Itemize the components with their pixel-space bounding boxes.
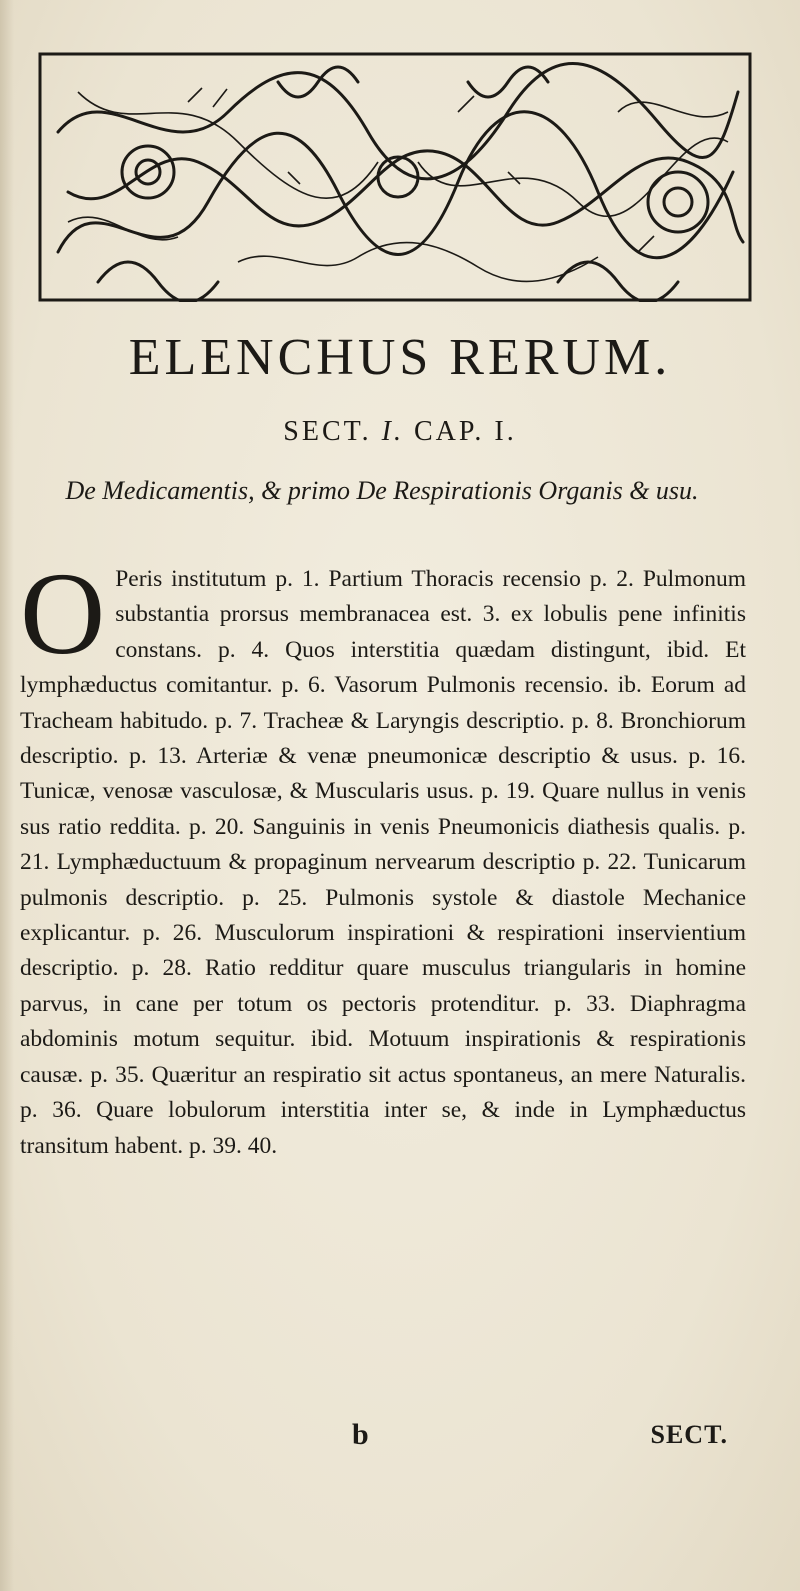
ornamental-headpiece [38,52,752,302]
section-heading [0,416,800,448]
body-text [20,548,746,1164]
signature-mark: b [352,1418,369,1451]
body-paragraph: Peris institutum p. 1. Partium Thoracis recensio p. 2. Pulmonum substantia prorsus membranacea est. 3. ex lobulis pene infinitis constans. p. 4. Quos interstitia quædam distingunt, ibid. Et lymphæductus comitantur. p. 6. Vasorum Pulmonis recensio. ib. Eorum ad Tracheam habitudo. p. 7. Tracheæ & Laryngis descriptio. p. 8. Bronchiorum descriptio. p. 13. Arteriæ & venæ pneumonicæ descriptio & usus. p. 16. Tunicæ, venosæ vasculosæ, & Muscularis usus. p. 19. Quare nullus in venis sus ratio reddita. p. 20. Sanguinis in venis Pneumonicis diathesis qualis. p. 21. Lymphæductuum & propaginum nervearum descriptio p. 22. Tunicarum pulmonis descriptio. p. 25. Pulmonis systole & diastole Mechanice explicantur. p. 26. Musculorum inspirationi & respirationi inservientium descriptio. p. 28. Ratio redditur quare musculus triangularis in homine parvus, in cane per totum os pectoris protenditur. p. 33. Diaphragma abdominis motum sequitur. ibid. Motuum inspirationis & respirationis causæ. p. 35. Quæritur an respiratio sit actus spontaneus, an mere Naturalis. p. 36. Quare lobulorum interstitia inter se, & inde in Lymphæductus transitum habent. p. 39. 40. [20,566,746,1159]
page-title: ELENCHUS RERUM. [128,329,672,386]
catchword: SECT. [650,1420,728,1449]
section-suffix: CAP. I. [414,416,517,447]
section-number: I. [381,416,404,447]
chapter-heading: De Medicamentis, & primo De Respirationis Organis & usu. [65,476,699,505]
section-prefix: SECT. [283,416,372,447]
page-footer [0,1418,800,1468]
binding-shadow [0,0,14,1591]
drop-cap: O [20,548,106,679]
